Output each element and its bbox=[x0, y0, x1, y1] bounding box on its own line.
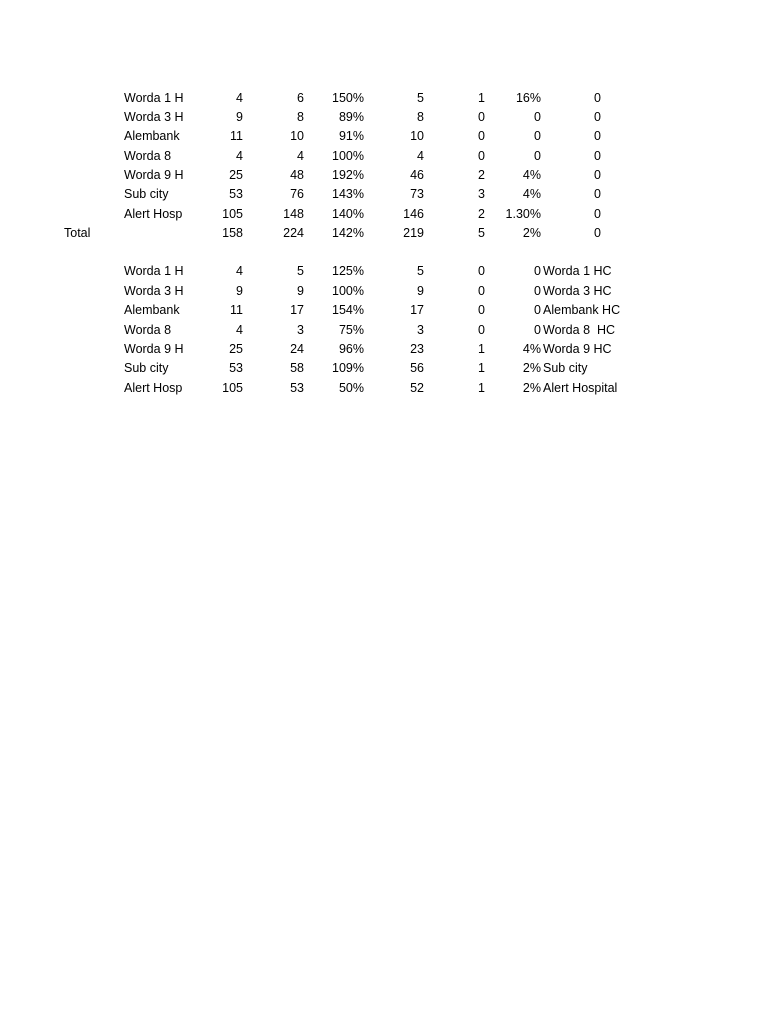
facility-label-cell: Alembank HC bbox=[543, 303, 621, 317]
value-cell-4: 0 bbox=[478, 149, 485, 163]
value-cell-2: 24 bbox=[290, 342, 304, 356]
value-cell-1: 53 bbox=[229, 361, 243, 375]
facility-label-cell: Worda 9 HC bbox=[543, 342, 612, 356]
value-cell-4: 1 bbox=[478, 91, 485, 105]
table-row bbox=[0, 89, 768, 108]
value-cell-1: 53 bbox=[229, 187, 243, 201]
percent-cell-2: 0 bbox=[534, 129, 541, 143]
value-cell-4: 1 bbox=[478, 361, 485, 375]
value-cell-1: 9 bbox=[236, 110, 243, 124]
value-cell-5: 0 bbox=[594, 129, 601, 143]
value-cell-1: 25 bbox=[229, 168, 243, 182]
percent-cell-1: 91% bbox=[338, 129, 364, 143]
table-row bbox=[0, 321, 768, 340]
table-row bbox=[0, 262, 768, 281]
value-cell-3: 23 bbox=[410, 342, 424, 356]
value-cell-4: 1 bbox=[478, 342, 485, 356]
value-cell-3: 8 bbox=[417, 110, 424, 124]
value-cell-3: 56 bbox=[410, 361, 424, 375]
facility-name-cell: Worda 8 bbox=[124, 149, 172, 163]
value-cell-4: 0 bbox=[478, 129, 485, 143]
value-cell-3: 73 bbox=[410, 187, 424, 201]
value-cell-2: 148 bbox=[283, 207, 304, 221]
table-row bbox=[0, 147, 768, 166]
value-cell-1: 11 bbox=[230, 129, 243, 143]
facility-name-cell: Worda 9 H bbox=[124, 342, 184, 356]
value-cell-2: 76 bbox=[290, 187, 304, 201]
value-cell-4: 0 bbox=[478, 264, 485, 278]
table-row bbox=[0, 127, 768, 146]
value-cell-1: 4 bbox=[236, 91, 243, 105]
total-percent-cell-1: 142% bbox=[332, 226, 364, 240]
value-cell-2: 53 bbox=[290, 381, 304, 395]
value-cell-3: 4 bbox=[417, 149, 424, 163]
percent-cell-1: 125% bbox=[332, 264, 364, 278]
value-cell-5: 0 bbox=[594, 149, 601, 163]
table-row bbox=[0, 379, 768, 398]
value-cell-1: 9 bbox=[236, 284, 243, 298]
table-row bbox=[0, 205, 768, 224]
total-value-cell-5: 0 bbox=[594, 226, 601, 240]
value-cell-4: 0 bbox=[478, 110, 485, 124]
value-cell-3: 52 bbox=[410, 381, 424, 395]
percent-cell-1: 96% bbox=[338, 342, 364, 356]
total-label: Total bbox=[64, 226, 91, 240]
percent-cell-1: 50% bbox=[338, 381, 364, 395]
percent-cell-2: 0 bbox=[534, 284, 541, 298]
facility-label-cell: Alert Hospital bbox=[543, 381, 618, 395]
value-cell-3: 5 bbox=[417, 91, 424, 105]
percent-cell-2: 4% bbox=[522, 342, 541, 356]
value-cell-2: 4 bbox=[297, 149, 304, 163]
value-cell-2: 8 bbox=[297, 110, 304, 124]
facility-name-cell: Sub city bbox=[124, 187, 169, 201]
total-value-cell-4: 5 bbox=[478, 226, 485, 240]
percent-cell-2: 2% bbox=[522, 361, 541, 375]
facility-label-cell: Worda 1 HC bbox=[543, 264, 612, 278]
value-cell-5: 0 bbox=[594, 207, 601, 221]
percent-cell-2: 0 bbox=[534, 149, 541, 163]
facility-name-cell: Worda 1 H bbox=[124, 264, 184, 278]
percent-cell-1: 140% bbox=[332, 207, 364, 221]
value-cell-2: 48 bbox=[290, 168, 304, 182]
facility-name-cell: Worda 3 H bbox=[124, 110, 184, 124]
value-cell-4: 0 bbox=[478, 303, 485, 317]
value-cell-3: 146 bbox=[403, 207, 424, 221]
value-cell-1: 4 bbox=[236, 264, 243, 278]
value-cell-1: 11 bbox=[230, 303, 243, 317]
total-row bbox=[0, 224, 768, 243]
value-cell-3: 9 bbox=[417, 284, 424, 298]
value-cell-2: 6 bbox=[297, 91, 304, 105]
total-value-cell-2: 224 bbox=[283, 226, 304, 240]
table-row bbox=[0, 301, 768, 320]
table-row bbox=[0, 340, 768, 359]
percent-cell-2: 0 bbox=[534, 110, 541, 124]
value-cell-1: 4 bbox=[236, 323, 243, 337]
facility-name-cell: Sub city bbox=[124, 361, 169, 375]
value-cell-1: 105 bbox=[222, 207, 243, 221]
value-cell-3: 5 bbox=[417, 264, 424, 278]
facility-name-cell: Worda 1 H bbox=[124, 91, 184, 105]
table-row bbox=[0, 108, 768, 127]
facility-label-cell: Sub city bbox=[543, 361, 588, 375]
value-cell-1: 105 bbox=[222, 381, 243, 395]
percent-cell-2: 4% bbox=[522, 168, 541, 182]
value-cell-1: 4 bbox=[236, 149, 243, 163]
value-cell-2: 9 bbox=[297, 284, 304, 298]
value-cell-5: 0 bbox=[594, 187, 601, 201]
value-cell-4: 2 bbox=[478, 168, 485, 182]
percent-cell-1: 150% bbox=[332, 91, 364, 105]
percent-cell-2: 0 bbox=[534, 323, 541, 337]
facility-name-cell: Alembank bbox=[124, 129, 180, 143]
value-cell-2: 58 bbox=[290, 361, 304, 375]
facility-name-cell: Alembank bbox=[124, 303, 180, 317]
value-cell-1: 25 bbox=[229, 342, 243, 356]
facility-name-cell: Worda 9 H bbox=[124, 168, 184, 182]
percent-cell-2: 1.30% bbox=[505, 207, 541, 221]
percent-cell-1: 154% bbox=[332, 303, 364, 317]
total-value-cell-3: 219 bbox=[403, 226, 424, 240]
value-cell-4: 3 bbox=[478, 187, 485, 201]
value-cell-2: 3 bbox=[297, 323, 304, 337]
facility-name-cell: Alert Hosp bbox=[124, 381, 183, 395]
percent-cell-1: 75% bbox=[338, 323, 364, 337]
percent-cell-2: 4% bbox=[522, 187, 541, 201]
percent-cell-2: 16% bbox=[515, 91, 541, 105]
percent-cell-1: 89% bbox=[338, 110, 364, 124]
value-cell-3: 46 bbox=[410, 168, 424, 182]
value-cell-4: 2 bbox=[478, 207, 485, 221]
value-cell-4: 1 bbox=[478, 381, 485, 395]
value-cell-2: 10 bbox=[290, 129, 304, 143]
value-cell-5: 0 bbox=[594, 168, 601, 182]
value-cell-4: 0 bbox=[478, 323, 485, 337]
percent-cell-2: 0 bbox=[534, 303, 541, 317]
facility-name-cell: Worda 3 H bbox=[124, 284, 184, 298]
percent-cell-1: 109% bbox=[332, 361, 364, 375]
value-cell-4: 0 bbox=[478, 284, 485, 298]
value-cell-2: 5 bbox=[297, 264, 304, 278]
percent-cell-1: 100% bbox=[332, 284, 364, 298]
table-row bbox=[0, 185, 768, 204]
table-row bbox=[0, 282, 768, 301]
table-row bbox=[0, 166, 768, 185]
total-value-cell-1: 158 bbox=[222, 226, 243, 240]
facility-name-cell: Alert Hosp bbox=[124, 207, 183, 221]
percent-cell-1: 100% bbox=[332, 149, 364, 163]
percent-cell-2: 0 bbox=[534, 264, 541, 278]
percent-cell-1: 143% bbox=[332, 187, 364, 201]
facility-label-cell: Worda 8 HC bbox=[543, 323, 616, 337]
facility-name-cell: Worda 8 bbox=[124, 323, 172, 337]
value-cell-3: 3 bbox=[417, 323, 424, 337]
table-row bbox=[0, 359, 768, 378]
percent-cell-1: 192% bbox=[332, 168, 364, 182]
value-cell-5: 0 bbox=[594, 110, 601, 124]
value-cell-3: 10 bbox=[410, 129, 424, 143]
total-percent-cell-2: 2% bbox=[522, 226, 541, 240]
value-cell-3: 17 bbox=[410, 303, 424, 317]
facility-label-cell: Worda 3 HC bbox=[543, 284, 612, 298]
percent-cell-2: 2% bbox=[522, 381, 541, 395]
value-cell-5: 0 bbox=[594, 91, 601, 105]
value-cell-2: 17 bbox=[290, 303, 304, 317]
